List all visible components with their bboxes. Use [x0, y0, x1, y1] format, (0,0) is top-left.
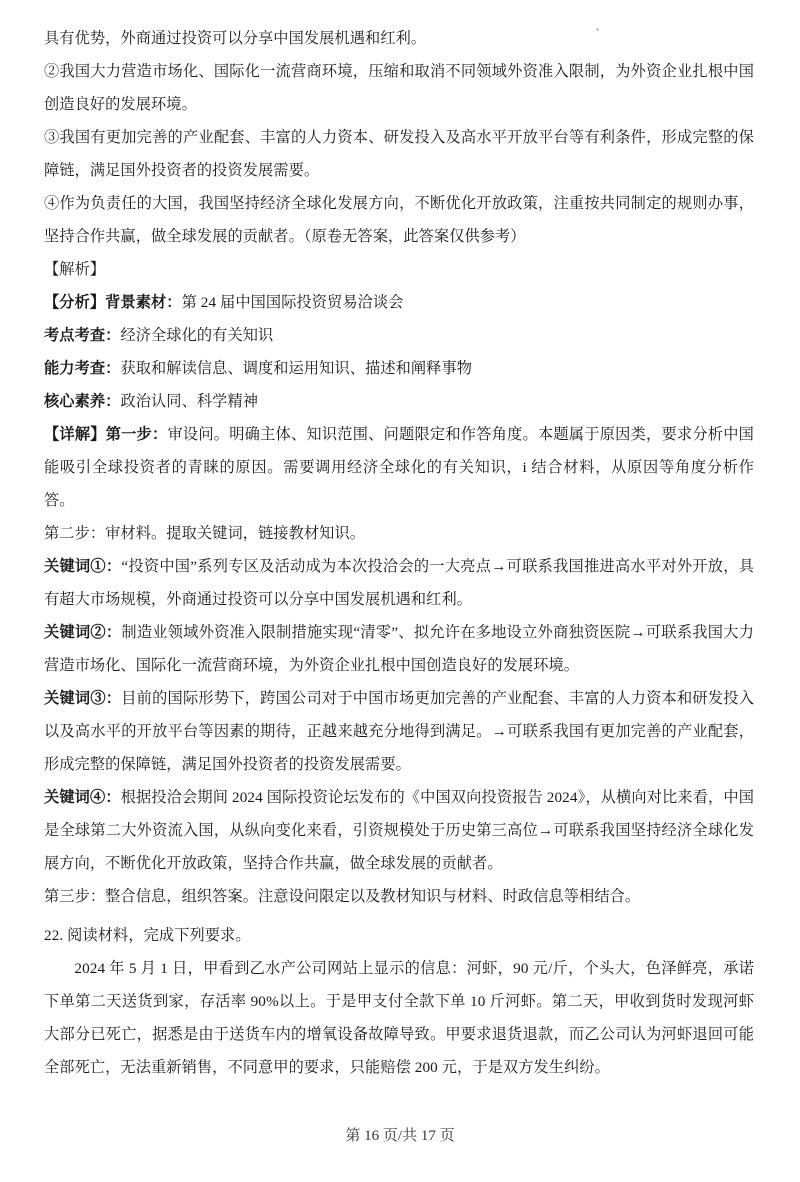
detail-step-1-label: 【详解】第一步： — [44, 426, 168, 443]
question-22-heading: 22. 阅读材料，完成下列要求。 — [44, 927, 251, 944]
detail-step-2: 第二步：审材料。提取关键词，链接教材知识。 — [44, 525, 366, 542]
core-literacy-label: 核心素养： — [44, 393, 121, 410]
keyword-3-label: 关键词③： — [44, 690, 122, 707]
keyword-2 — [44, 616, 754, 682]
keyword-3-text: 目前的国际形势下，跨国公司对于中国市场更加完善的产业配套、丰富的人力资本和研发投入以及高水平的开放平台等因素的期待，正越来越充分地得到满足。→可联系我国有更加完善的产业配套，形成完整的保障链，满足国外投资者的投资发展需要。 — [44, 690, 755, 773]
document-body — [44, 22, 754, 1084]
keyword-4-label: 关键词④： — [44, 789, 121, 806]
keyword-3 — [44, 682, 754, 781]
paragraph-point-2: ②我国大力营造市场化、国际化一流营商环境，压缩和取消不同领域外资准入限制，为外资企业扎根中国创造良好的发展环境。 — [44, 63, 754, 113]
keyword-1-text: “投资中国”系列专区及活动成为本次投洽会的一大亮点→可联系我国推进高水平对外开放，具有超大市场规模，外商通过投资可以分享中国发展机遇和红利。 — [44, 558, 755, 608]
exam-point-text: 经济全球化的有关知识 — [120, 327, 274, 344]
analysis-background-text: 第 24 届中国国际投资贸易洽谈会 — [181, 294, 404, 311]
question-22-body: 2024 年 5 月 1 日，甲看到乙水产公司网站上显示的信息：河虾，90 元/斤，个头大，色泽鲜亮，承诺下单第二天送货到家，存活率 90%以上。于是甲支付全款下单 10 斤河虾。第二天，甲收到货时发现河虾大部分已死亡，据悉是由于送货车内的增氧设备故障导致。甲要求退货退款，而乙公司认为河虾退回可能全部死亡，无法重新销售，不同意甲的要求，只能赔偿 200 元，于是双方发生纠纷。 — [44, 960, 754, 1076]
analysis-heading: 【解析】 — [44, 261, 106, 278]
keyword-2-label: 关键词②： — [44, 624, 122, 641]
detail-step-1-text: 审设问。明确主体、知识范围、问题限定和作答角度。本题属于原因类，要求分析中国能吸引全球投资者的青睐的原因。需要调用经济全球化的有关知识，i 结合材料，从原因等角度分析作答。 — [44, 426, 754, 509]
paragraph-point-3: ③我国有更加完善的产业配套、丰富的人力资本、研发投入及高水平开放平台等有利条件，形成完整的保障链，满足国外投资者的投资发展需要。 — [44, 129, 754, 179]
detail-step-1 — [44, 418, 754, 517]
page-artifact-dot — [596, 28, 599, 31]
ability-check — [44, 352, 754, 385]
analysis-background — [44, 286, 754, 319]
ability-check-text: 获取和解读信息、调度和运用知识、描述和阐释事物 — [120, 360, 473, 377]
keyword-1 — [44, 550, 754, 616]
paragraph-continued: 具有优势，外商通过投资可以分享中国发展机遇和红利。 — [44, 30, 427, 47]
analysis-background-label: 【分析】背景素材： — [44, 294, 182, 311]
exam-point-label: 考点考查： — [44, 327, 121, 344]
ability-check-label: 能力考查： — [44, 360, 121, 377]
core-literacy — [44, 385, 754, 418]
keyword-2-text: 制造业领域外资准入限制措施实现“清零”、拟允许在多地设立外商独资医院→可联系我国大力营造市场化、国际化一流营商环境，为外资企业扎根中国创造良好的发展环境。 — [44, 624, 755, 674]
core-literacy-text: 政治认同、科学精神 — [120, 393, 259, 410]
paragraph-point-4: ④作为负责任的大国，我国坚持经济全球化发展方向，不断优化开放政策，注重按共同制定的规则办事，坚持合作共赢，做全球发展的贡献者。（原卷无答案，此答案仅供参考） — [44, 195, 754, 245]
exam-point — [44, 319, 754, 352]
keyword-4-text: 根据投洽会期间 2024 国际投资论坛发布的《中国双向投资报告 2024》，从横向对比来看，中国是全球第二大外资流入国，从纵向变化来看，引资规模处于历史第三高位→可联系我国坚持经济全球化发展方向，不断优化开放政策，坚持合作共赢，做全球发展的贡献者。 — [44, 789, 755, 872]
page-footer: 第 16 页/共 17 页 — [345, 1128, 455, 1144]
keyword-1-label: 关键词①： — [44, 558, 122, 575]
keyword-4 — [44, 781, 754, 880]
detail-step-3: 第三步：整合信息，组织答案。注意设问限定以及教材知识与材料、时政信息等相结合。 — [44, 888, 641, 905]
